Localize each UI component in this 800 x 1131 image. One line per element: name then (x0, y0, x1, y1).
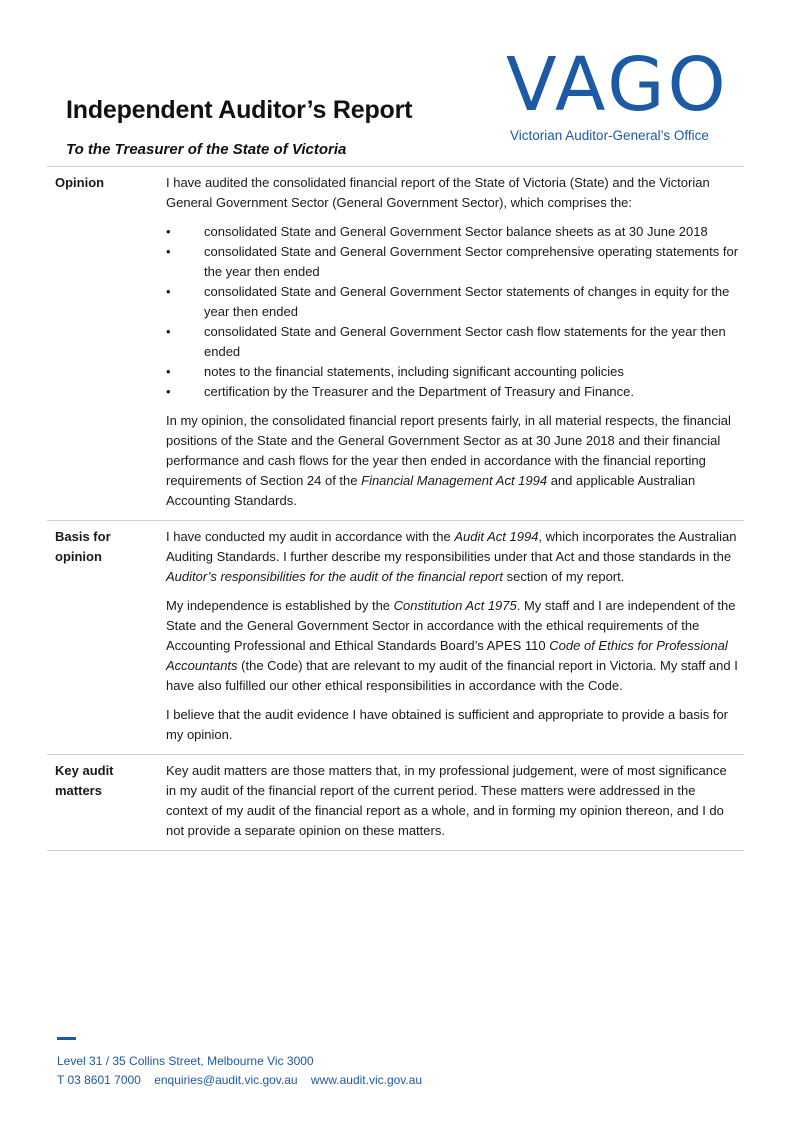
list-item: • consolidated State and General Government Sector comprehensive operating statements for the year then ended (166, 242, 740, 282)
page-title: Independent Auditor’s Report (66, 96, 413, 124)
opinion-intro: I have audited the consolidated financial report of the State of Victoria (State) and the Victorian General Government Sector (General Government Sector), which comprises the: (166, 175, 710, 210)
section-label-basis (47, 527, 166, 745)
logo-wordmark: VAGO (506, 42, 729, 128)
footer-address: Level 31 / 35 Collins Street, Melbourne Vic 3000 (57, 1054, 314, 1068)
footer-accent-bar (57, 1037, 76, 1040)
footer-web-link[interactable]: www.audit.vic.gov.au (310, 1073, 423, 1087)
act-reference: Financial Management Act 1994 (361, 473, 548, 488)
text-run: . My staff and I are independent of the State and the General Government Sector in accordance with the ethical requirements of the Accounting Professional and Ethical Standards Board’s APES 110 (166, 598, 736, 653)
basis-paragraph-2 (166, 596, 740, 696)
act-reference: Constitution Act 1975 (393, 598, 517, 613)
label-line: Key audit (55, 763, 114, 778)
section-opinion (47, 167, 744, 521)
section-body-basis (166, 527, 744, 745)
section-body-opinion (166, 173, 744, 511)
text-run: , which incorporates the Australian Auditing Standards. I further describe my responsibilities under that Act and those standards in the (166, 529, 737, 564)
section-label-opinion: Opinion (55, 175, 105, 190)
footer-contact (57, 1071, 432, 1090)
footer-email-link[interactable]: enquiries@audit.vic.gov.au (154, 1073, 298, 1087)
vago-logo (506, 42, 736, 143)
label-line: matters (55, 783, 102, 798)
list-item: • consolidated State and General Government Sector cash flow statements for the year then ended (166, 322, 740, 362)
text-run: (the Code) that are relevant to my audit of the financial report in Victoria. My staff and I have also fulfilled our other ethical responsibilities in accordance with the Code. (166, 658, 738, 693)
opinion-bullet-list (166, 222, 740, 402)
logo-tagline: Victorian Auditor-General’s Office (510, 128, 709, 143)
section-key-audit-matters (47, 755, 744, 851)
label-line: opinion (55, 549, 102, 564)
list-item: • certification by the Treasurer and the Department of Treasury and Finance. (166, 382, 740, 402)
text-run: My independence is established by the (166, 598, 394, 613)
list-item: • consolidated State and General Government Sector statements of changes in equity for the year then ended (166, 282, 740, 322)
section-label-kam (47, 761, 166, 841)
code-reference: Code of Ethics for Professional Accountants (166, 638, 728, 673)
text-run: I have conducted my audit in accordance with the (166, 529, 455, 544)
section-body-kam (166, 761, 744, 841)
page-footer (57, 1037, 432, 1090)
text-run: section of my report. (502, 569, 625, 584)
opinion-conclusion (166, 411, 740, 511)
label-line: Basis for (55, 529, 111, 544)
section-reference: Auditor’s responsibilities for the audit of the financial report (166, 569, 503, 584)
text-run: and applicable Australian Accounting Standards. (166, 473, 696, 508)
page-subtitle: To the Treasurer of the State of Victoria (66, 141, 347, 158)
footer-phone: T 03 8601 7000 (57, 1073, 141, 1087)
list-item: • notes to the financial statements, including significant accounting policies (166, 362, 740, 382)
kam-paragraph: Key audit matters are those matters that, in my professional judgement, were of most significance in my audit of the financial report of the current period. These matters were addressed in the context of my audit of the financial report as a whole, and in forming my opinion thereon, and I do not provide a separate opinion on these matters. (166, 763, 727, 838)
report-content (47, 166, 744, 851)
list-item: • consolidated State and General Government Sector balance sheets as at 30 June 2018 (166, 222, 740, 242)
text-run: In my opinion, the consolidated financial report presents fairly, in all material respects, the financial positions of the State and the General Government Sector as at 30 June 2018 and their financial performance and cash flows for the year then ended in accordance with the financial reporting requirements of Section 24 of the (166, 413, 731, 488)
basis-paragraph-1 (166, 527, 740, 587)
basis-paragraph-3: I believe that the audit evidence I have obtained is sufficient and appropriate to provide a basis for my opinion. (166, 707, 729, 742)
act-reference: Audit Act 1994 (454, 529, 539, 544)
section-basis-for-opinion (47, 521, 744, 755)
